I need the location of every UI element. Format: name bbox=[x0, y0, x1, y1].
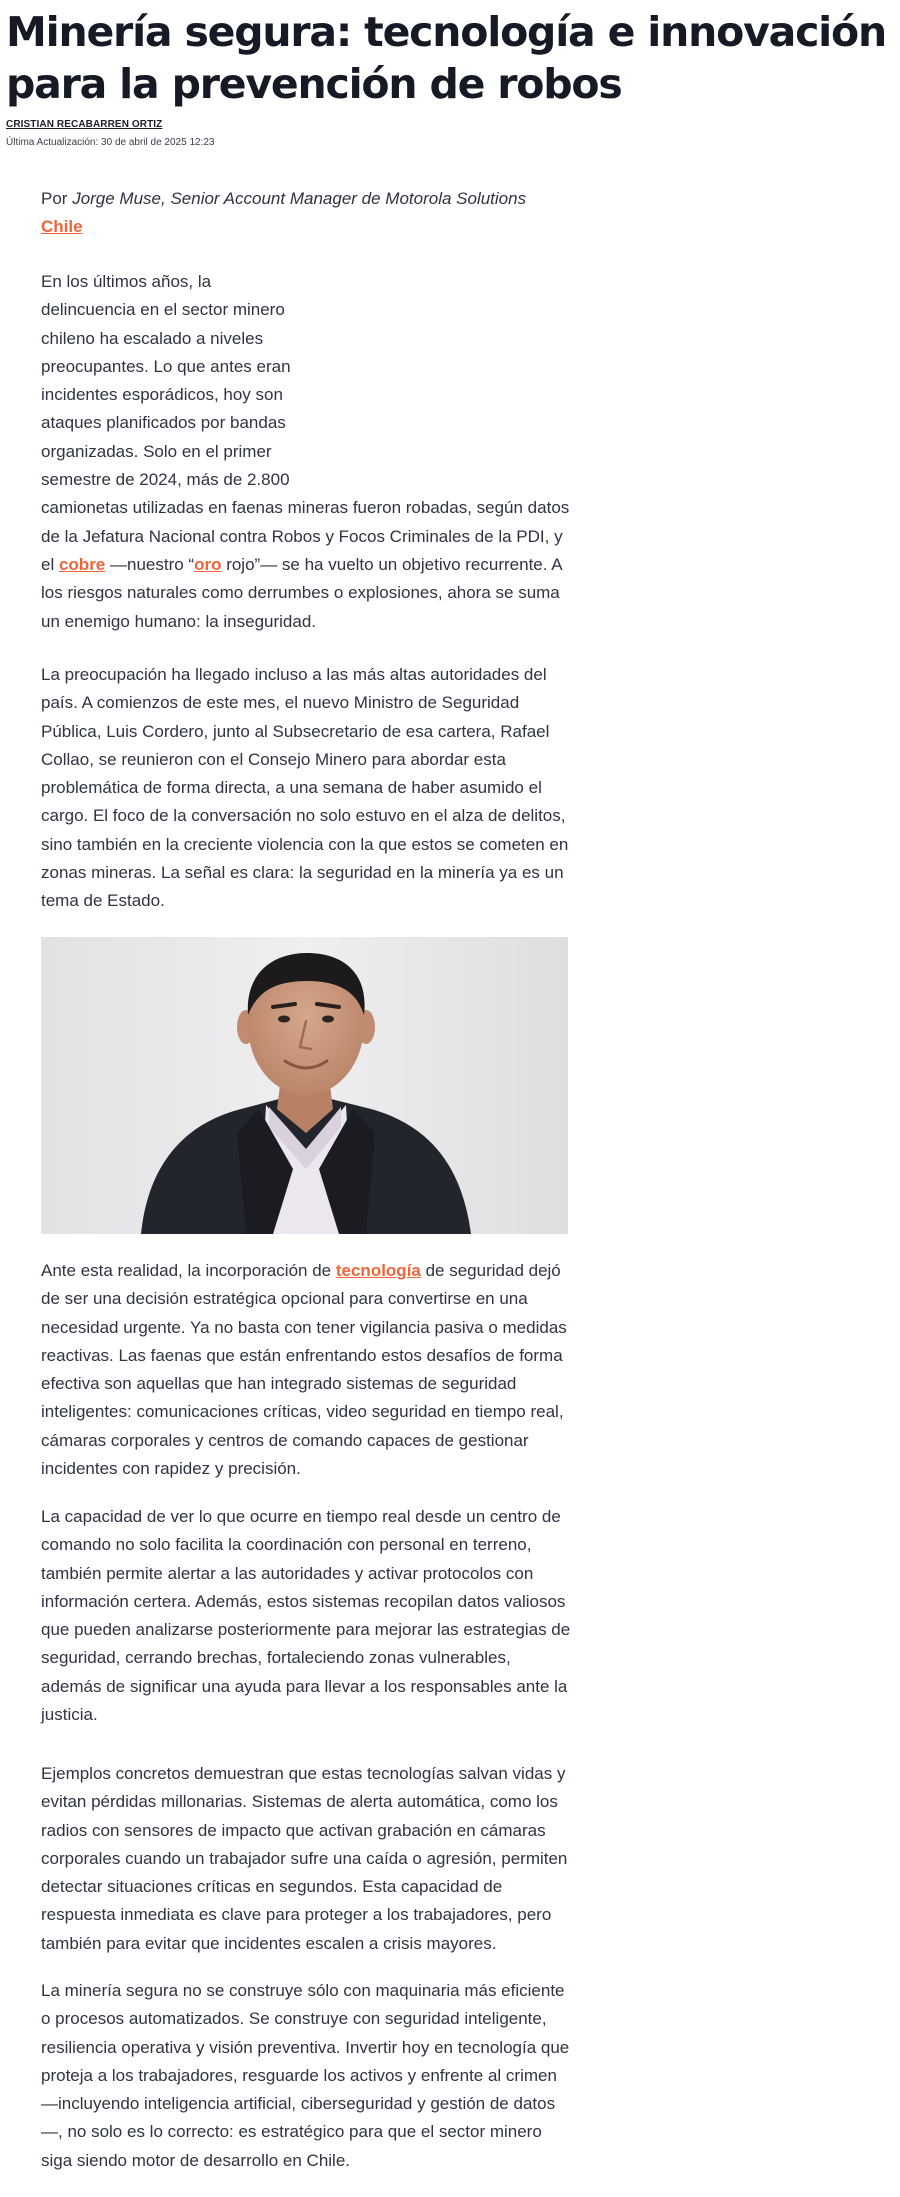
byline-name: Jorge Muse, Senior Account Manager de Motorola Solutions bbox=[72, 189, 527, 208]
byline bbox=[41, 185, 561, 242]
cobre-link[interactable]: cobre bbox=[58, 554, 106, 574]
paragraph-1-text-b: —nuestro “ bbox=[105, 554, 195, 574]
paragraph-1-text-c: rojo”— se ha vuelto un objetivo recurrente. A los riesgos naturales como derrumbes o explosiones, ahora se suma un enemigo humano: la inseguridad. bbox=[41, 554, 562, 631]
paragraph-1-text-a: camionetas utilizadas en faenas mineras fueron robadas, según datos de la Jefatura Nacional contra Robos y Focos Criminales de la PDI, y el bbox=[41, 498, 570, 574]
byline-prefix: Por bbox=[41, 189, 73, 208]
oro-link[interactable]: oro bbox=[194, 554, 222, 574]
last-updated: Última Actualización: 30 de abril de 2025 12:23 bbox=[6, 137, 215, 148]
article-title: Minería segura: tecnología e innovación para la prevención de robos bbox=[6, 8, 886, 108]
chile-link[interactable]: Chile bbox=[41, 217, 83, 237]
paragraph-1 bbox=[41, 268, 571, 636]
tecnologia-link[interactable]: tecnología bbox=[335, 1261, 421, 1280]
paragraph-5: Ejemplos concretos demuestran que estas tecnologías salvan vidas y evitan pérdidas millonarias. Sistemas de alerta automática, como los radios con sensores de impacto que activan grabación en cámaras corporales cuando un trabajador sufre una caída o agresión, permiten detectar situaciones críticas en segundos. Esta capacidad de respuesta inmediata es clave para proteger a los trabajadores, pero también para evitar que incidentes escalen a crisis mayores. bbox=[41, 1764, 568, 1953]
author-link[interactable]: CRISTIAN RECABARREN ORTIZ bbox=[6, 119, 163, 130]
paragraph-3 bbox=[41, 1257, 571, 1483]
paragraph-2: La preocupación ha llegado incluso a las más altas autoridades del país. A comienzos de este mes, el nuevo Ministro de Seguridad Pública, Luis Cordero, junto al Subsecretario de esa cartera, Rafael Collao, se reunieron con el Consejo Minero para abordar esta problemática de forma directa, a una semana de haber asumido el cargo. El foco de la conversación no solo estuvo en el alza de delitos, sino también en la creciente violencia con la que estos se cometen en zonas mineras. La señal es clara: la seguridad en la minería ya es un tema de Estado. bbox=[41, 665, 569, 911]
paragraph-1-intro: En los últimos años, la delincuencia en el sector minero chileno ha escalado a niveles preocupantes. Lo que antes eran incidentes esporádicos, hoy son ataques planificados por bandas organizadas. Solo en el primer semestre de 2024, más de 2.800 bbox=[41, 272, 291, 490]
paragraph-3-text-b: de seguridad dejó de ser una decisión estratégica opcional para convertirse en una necesidad urgente. Ya no basta con tener vigilancia pasiva o medidas reactivas. Las faenas que están enfrentando estos desafíos de forma efectiva son aquellas que han integrado sistemas de seguridad inteligentes: comunicaciones críticas, video seguridad en tiempo real, cámaras corporales y centros de comando capaces de gestionar incidentes con rapidez y precisión. bbox=[41, 1261, 567, 1479]
author-portrait-photo bbox=[41, 937, 568, 1234]
paragraph-6: La minería segura no se construye sólo con maquinaria más eficiente o procesos automatizados. Se construye con seguridad inteligente, resiliencia operativa y visión preventiva. Invertir hoy en tecnología que proteja a los trabajadores, resguarde los activos y enfrente al crimen —incluyendo inteligencia artificial, ciberseguridad y gestión de datos—, no solo es lo correcto: es estratégico para que el sector minero siga siendo motor de desarrollo en Chile. bbox=[41, 1981, 570, 2170]
paragraph-3-text-a: Ante esta realidad, la incorporación de bbox=[41, 1261, 336, 1280]
paragraph-4: La capacidad de ver lo que ocurre en tiempo real desde un centro de comando no solo facilita la coordinación con personal en terreno, también permite alertar a las autoridades y activar protocolos con información certera. Además, estos sistemas recopilan datos valiosos que pueden analizarse posteriormente para mejorar las estrategias de seguridad, cerrando brechas, fortaleciendo zonas vulnerables, además de significar una ayuda para llevar a los responsables ante la justicia. bbox=[41, 1507, 571, 1725]
